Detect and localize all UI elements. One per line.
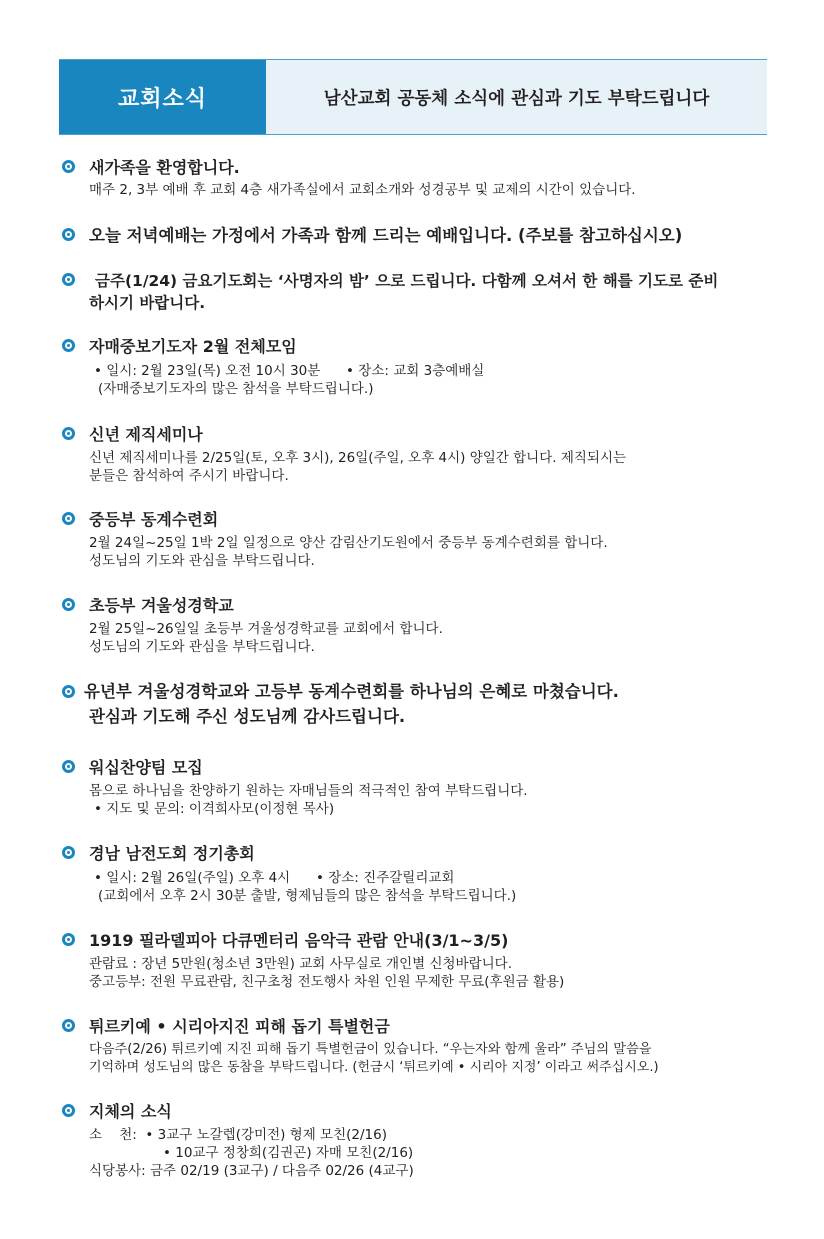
news-body: 신년 제직세미나를 2/25일(토, 오후 3시), 26일(주일, 오후 4시) 양일간 합니다. 제직되시는 (89, 450, 627, 466)
news-item (62, 424, 762, 485)
news-body: 중고등부: 전원 무료관람, 친구초청 전도행사 차원 인원 무제한 무료(후원금 활용) (89, 974, 565, 990)
news-title: 하시기 바랍니다. (89, 294, 206, 312)
news-item (62, 930, 762, 991)
news-body: (교회에서 오후 2시 30분 출발, 형제님들의 많은 참석을 부탁드립니다.) (98, 888, 517, 904)
news-item (62, 843, 762, 905)
news-item (62, 1016, 762, 1077)
bullet-icon (62, 512, 75, 525)
news-title: 경남 남전도회 정기총회 (89, 844, 255, 863)
bullet-icon (62, 427, 75, 440)
news-item (62, 157, 762, 199)
news-body: 분들은 참석하여 주시기 바랍니다. (89, 468, 289, 484)
news-body: 다음주(2/26) 튀르키예 지진 피해 돕기 특별헌금이 있습니다. “우는자와 함께 울라” 주님의 말씀을 (89, 1042, 652, 1057)
news-body: 성도님의 기도와 관심을 부탁드립니다. (89, 639, 315, 655)
news-body: 관람료 : 장년 5만원(청소년 3만원) 교회 사무실로 개인별 신청바랍니다. (89, 956, 512, 972)
news-body: • 지도 및 문의: 이격희사모(이정현 목사) (94, 801, 335, 817)
news-title: 신년 제직세미나 (89, 425, 203, 444)
bullet-icon (62, 1104, 75, 1117)
news-title: 유년부 겨울성경학교와 고등부 동계수련회를 하나님의 은혜로 마쳤습니다. (84, 682, 619, 701)
news-body: 기억하며 성도님의 많은 동참을 부탁드립니다. (헌금시 ‘튀르키예 • 시리아 지정’ 이라고 써주십시오.) (89, 1060, 659, 1075)
news-title: 초등부 겨울성경학교 (89, 596, 234, 615)
news-title: 지체의 소식 (89, 1102, 172, 1121)
news-body: • 10교구 정창희(김권곤) 자매 모친(2/16) (163, 1145, 414, 1161)
news-item (62, 270, 762, 314)
news-item (62, 1101, 762, 1180)
section-title: 교회소식 (59, 60, 266, 134)
news-body: 몸으로 하나님을 찬양하기 원하는 자매님들의 적극적인 참여 부탁드립니다. (89, 783, 528, 799)
section-subtitle: 남산교회 공동체 소식에 관심과 기도 부탁드립니다 (323, 88, 710, 109)
bullet-icon (62, 846, 75, 859)
bullet-icon (62, 273, 75, 286)
news-body: • 일시: 2월 23일(목) 오전 10시 30분 • 장소: 교회 3층예배실 (94, 363, 485, 379)
news-body: 소 천: • 3교구 노갈렙(강미전) 형제 모친(2/16) (89, 1127, 387, 1143)
bullet-icon (62, 760, 75, 773)
header-banner (59, 59, 767, 135)
news-body: 성도님의 기도와 관심을 부탁드립니다. (89, 553, 315, 569)
bullet-icon (62, 933, 75, 946)
news-title: 금주(1/24) 금요기도회는 ‘사명자의 밤’ 으로 드립니다. 다함께 오셔서 한 해를 기도로 준비 (95, 272, 719, 290)
bullet-icon (62, 160, 75, 173)
news-item (62, 757, 762, 818)
bullet-icon (62, 685, 75, 698)
news-item (62, 680, 762, 730)
news-title: 새가족을 환영합니다. (89, 158, 240, 177)
news-item (62, 225, 762, 247)
bullet-icon (62, 339, 75, 352)
news-title: 오늘 저녁예배는 가정에서 가족과 함께 드리는 예배입니다. (주보를 참고하십시오) (89, 226, 683, 245)
news-body: 매주 2, 3부 예배 후 교회 4층 새가족실에서 교회소개와 성경공부 및 교제의 시간이 있습니다. (89, 182, 636, 198)
news-body: 2월 25일~26일일 초등부 겨울성경학교를 교회에서 합니다. (89, 621, 443, 637)
news-item (62, 509, 762, 570)
news-item (62, 336, 762, 398)
news-body: (자매중보기도자의 많은 참석을 부탁드립니다.) (98, 381, 374, 397)
bullet-icon (62, 228, 75, 241)
news-body: 식당봉사: 금주 02/19 (3교구) / 다음주 02/26 (4교구) (89, 1163, 414, 1179)
news-body: • 일시: 2월 26일(주일) 오후 4시 • 장소: 진주갈릴리교회 (94, 870, 455, 886)
news-title: 자매중보기도자 2월 전체모임 (89, 337, 297, 356)
news-item (62, 595, 762, 656)
news-title: 관심과 기도해 주신 성도님께 감사드립니다. (89, 707, 406, 726)
news-title: 워십찬양팀 모집 (89, 758, 203, 777)
bullet-icon (62, 598, 75, 611)
news-title: 튀르키예 • 시리아지진 피해 돕기 특별헌금 (89, 1017, 390, 1036)
news-title: 중등부 동계수련회 (89, 510, 219, 529)
news-title: 1919 필라델피아 다큐멘터리 음악극 관람 안내(3/1~3/5) (89, 931, 509, 950)
news-body: 2월 24일~25일 1박 2일 일정으로 양산 감림산기도원에서 중등부 동계수련회를 합니다. (89, 535, 608, 551)
bullet-icon (62, 1019, 75, 1032)
